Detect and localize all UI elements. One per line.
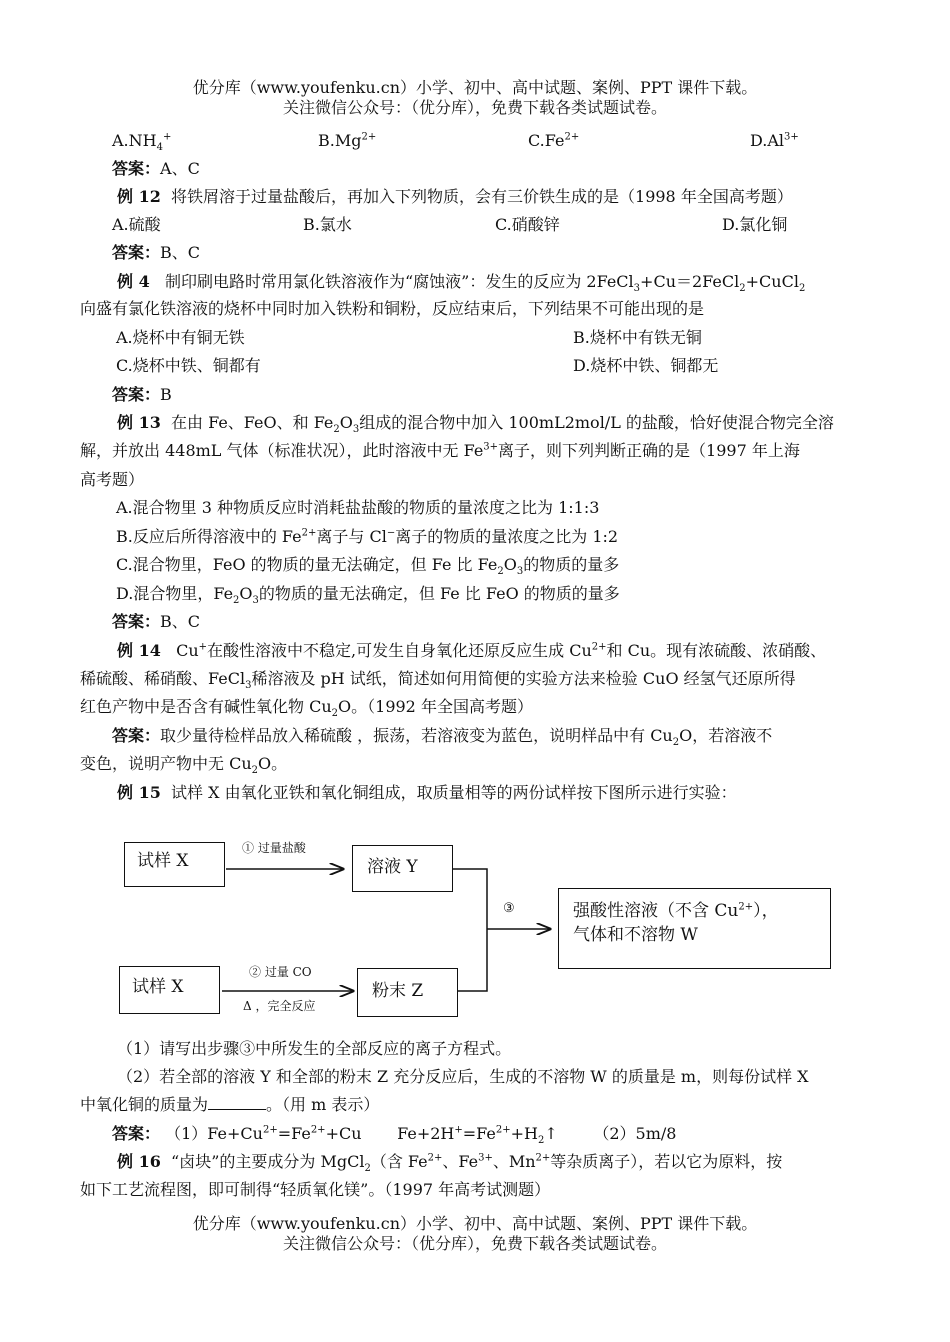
example-13-option-c: C.混合物里，FeO 的物质的量无法确定，但 Fe 比 $Fe_2O_3$的物质的量多 — [116, 555, 620, 578]
header-line-1: 优分库（www.youfenku.cn）小学、初中、高中试题、案例、PPT 课件下载。 — [192, 78, 758, 97]
box-solution-y-label: 溶液 Y — [367, 857, 418, 877]
example-15-question: 例 15 试样 X 由氧化亚铁和氧化铜组成，取质量相等的两份试样按下图所示进行实验： — [117, 783, 737, 802]
box-sample-x-2-label: 试样 X — [132, 977, 184, 997]
arrow-3-label: ③ — [503, 901, 515, 916]
box-solution-w — [558, 888, 831, 969]
example-15-q2: （2）若全部的溶液 Y 和全部的粉末 Z 充分反应后，生成的不溶物 W 的质量是 m，则每份试样 X — [117, 1067, 809, 1086]
example-14-question-2: 稀硫酸、稀硝酸、FeCl$_3$稀溶液及 pH 试纸，简述如何用简便的实验方法来检验 CuO 经氢气还原所得 — [80, 669, 796, 692]
example-14-answer: 答案：取少量待检样品放入稀硫酸 ，振荡，若溶液变为蓝色，说明样品中有 $Cu_2O$，若溶液不 — [112, 726, 773, 749]
box-sample-x-1 — [124, 842, 225, 887]
example-4-answer: 答案：B — [112, 385, 172, 404]
option-a: $A.NH_4^+$ — [112, 131, 172, 154]
example-15-q1: （1）请写出步骤③中所发生的全部反应的离子方程式。 — [117, 1039, 512, 1058]
box-sample-x-1-label: 试样 X — [137, 851, 189, 871]
option-d: $D.Al^{3+}$ — [750, 131, 799, 150]
example-13-option-a: A.混合物里 3 种物质反应时消耗盐盐酸的物质的量浓度之比为 1:1:3 — [116, 498, 600, 517]
answer-blank[interactable] — [208, 1095, 266, 1110]
connector-y — [453, 869, 487, 991]
example-14-answer-2: 变色，说明产物中无 $Cu_2O$。 — [80, 754, 288, 777]
example-12-option-c: C.硝酸锌 — [495, 215, 560, 234]
example-13-option-d: D.混合物里，$Fe_2O_3$的物质的量无法确定，但 Fe 比 FeO 的物质的量多 — [116, 584, 620, 607]
example-13-question-3: 高考题） — [80, 470, 145, 489]
example-13-option-b: B.反应后所得溶液中的 $Fe^{2+}$离子与 Cl−离子的物质的量浓度之比为 1:2 — [116, 527, 619, 546]
box-solution-w-line-1: 强酸性溶液（不含 $Cu^{2+}$）， — [573, 901, 779, 921]
arrow-1-label: ① 过量盐酸 — [242, 841, 306, 855]
example-4-option-a: A.烧杯中有铜无铁 — [116, 328, 245, 347]
example-12-answer: 答案：B、C — [112, 243, 201, 262]
example-16-question-2: 如下工艺流程图，即可制得“轻质氧化镁”。（1997 年高考试测题） — [80, 1180, 551, 1199]
example-13-answer: 答案：B、C — [112, 612, 201, 631]
example-4-question-2: 向盛有氯化铁溶液的烧杯中同时加入铁粉和铜粉，反应结束后，下列结果不可能出现的是 — [80, 299, 705, 318]
footer-line-1: 优分库（www.youfenku.cn）小学、初中、高中试题、案例、PPT 课件下载。 — [192, 1214, 758, 1233]
example-12-question: 例 12 将铁屑溶于过量盐酸后，再加入下列物质，会有三价铁生成的是（1998 年全国高考题） — [117, 187, 793, 206]
example-15-answer: 答案： $(1)Fe+Cu^{2+}=Fe^{2+}+Cu$ $Fe+2H^+=Fe^{2+}+H_2↑$ （2）5m/8 — [112, 1124, 677, 1147]
example-4-option-c: C.烧杯中铁、铜都有 — [116, 356, 261, 375]
answer-top: 答案：A、C — [112, 159, 200, 178]
example-16-question: 例 16 “卤块”的主要成分为 MgCl$_2$（含 $Fe^{2+}$、$Fe^{3+}$、$Mn^{2+}$等杂质离子），若以它为原料，按 — [117, 1152, 783, 1175]
box-solution-w-line-2: 气体和不溶物 W — [573, 925, 698, 945]
example-4-option-d: D.烧杯中铁、铜都无 — [573, 356, 719, 375]
example-4-option-b: B.烧杯中有铁无铜 — [573, 328, 702, 347]
example-4-question: 例 4 制印刷电路时常用氯化铁溶液作为“腐蚀液”：发生的反应为 2FeCl$_3$+Cu＝2FeCl$_2$+CuCl$_2$ — [117, 272, 806, 295]
example-15-q2-line-2: 中氧化铜的质量为 。（用 m 表示） — [80, 1095, 380, 1114]
example-14-question: 例 14 Cu+在酸性溶液中不稳定,可发生自身氧化还原反应生成 $Cu^{2+}$和 Cu。现有浓硫酸、浓硝酸、 — [117, 641, 827, 660]
example-14-question-3: 红色产物中是否含有碱性氧化物 $Cu_2O$。（1992 年全国高考题） — [80, 697, 533, 720]
footer-line-2: 关注微信公众号：（优分库），免费下载各类试题试卷。 — [282, 1234, 667, 1253]
example-13-question-2: 解，并放出 448mL 气体（标准状况），此时溶液中无 $Fe^{3+}$离子，则下列判断正确的是（1997 年上海 — [80, 441, 800, 460]
example-12-option-d: D.氯化铜 — [722, 215, 788, 234]
option-b: $B.Mg^{2+}$ — [318, 131, 377, 150]
option-c: $C.Fe^{2+}$ — [528, 131, 580, 150]
box-sample-x-2 — [119, 966, 220, 1014]
header-line-2: 关注微信公众号：（优分库），免费下载各类试题试卷。 — [282, 98, 667, 117]
example-12-option-b: B.氯水 — [303, 215, 352, 234]
arrow-2-label-top: ② 过量 CO — [249, 965, 312, 979]
box-solution-y — [352, 845, 453, 892]
box-powder-z-label: 粉末 Z — [372, 981, 424, 1001]
arrow-2-label-bottom: Δ ，完全反应 — [243, 999, 316, 1013]
example-13-question: 例 13 在由 Fe、FeO、和 $Fe_2O_3$组成的混合物中加入 100mL2mol/L 的盐酸，恰好使混合物完全溶 — [117, 413, 834, 436]
box-powder-z — [357, 968, 458, 1017]
example-12-option-a: A.硫酸 — [112, 215, 161, 234]
